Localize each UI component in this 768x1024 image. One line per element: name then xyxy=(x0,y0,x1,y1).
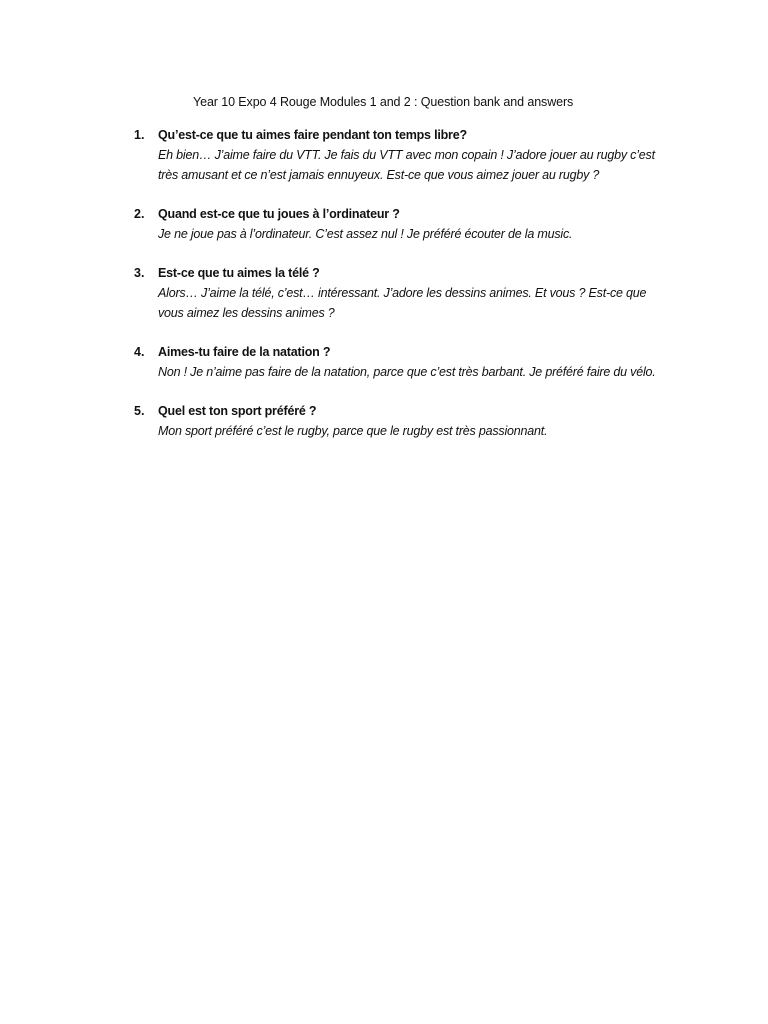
item-number: 1. xyxy=(134,128,145,142)
answer-text: Je ne joue pas à l’ordinateur. C’est assez nul ! Je préféré écouter de la music. xyxy=(158,227,573,241)
item-number: 3. xyxy=(134,266,145,280)
question-text: Quel est ton sport préféré ? xyxy=(158,404,317,418)
answer-text: Alors… J’aime la télé, c’est… intéressant. J’adore les dessins animes. Et vous ? Est-ce que vous aimez les dessins animes ? xyxy=(158,286,647,320)
list-item xyxy=(134,263,674,323)
answer-text: Eh bien… J’aime faire du VTT. Je fais du VTT avec mon copain ! J’adore jouer au rugby c’est très amusant et ce n’est jamais ennuyeux. Est-ce que vous aimez jouer au rugby ? xyxy=(158,148,655,182)
question-text: Est-ce que tu aimes la télé ? xyxy=(158,266,320,280)
list-item xyxy=(134,342,674,382)
item-number: 5. xyxy=(134,404,145,418)
question-text: Aimes-tu faire de la natation ? xyxy=(158,345,331,359)
list-item xyxy=(134,204,674,244)
answer-text: Non ! Je n’aime pas faire de la natation, parce que c’est très barbant. Je préféré faire du vélo. xyxy=(158,365,656,379)
document-title: Year 10 Expo 4 Rouge Modules 1 and 2 : Question bank and answers xyxy=(193,95,574,109)
answer-text: Mon sport préféré c’est le rugby, parce que le rugby est très passionnant. xyxy=(158,424,548,438)
list-item xyxy=(134,125,674,185)
question-text: Qu’est-ce que tu aimes faire pendant ton temps libre? xyxy=(158,128,467,142)
item-number: 2. xyxy=(134,207,145,221)
item-number: 4. xyxy=(134,345,145,359)
list-item xyxy=(134,401,674,441)
question-list xyxy=(134,125,674,460)
question-text: Quand est-ce que tu joues à l’ordinateur ? xyxy=(158,207,400,221)
